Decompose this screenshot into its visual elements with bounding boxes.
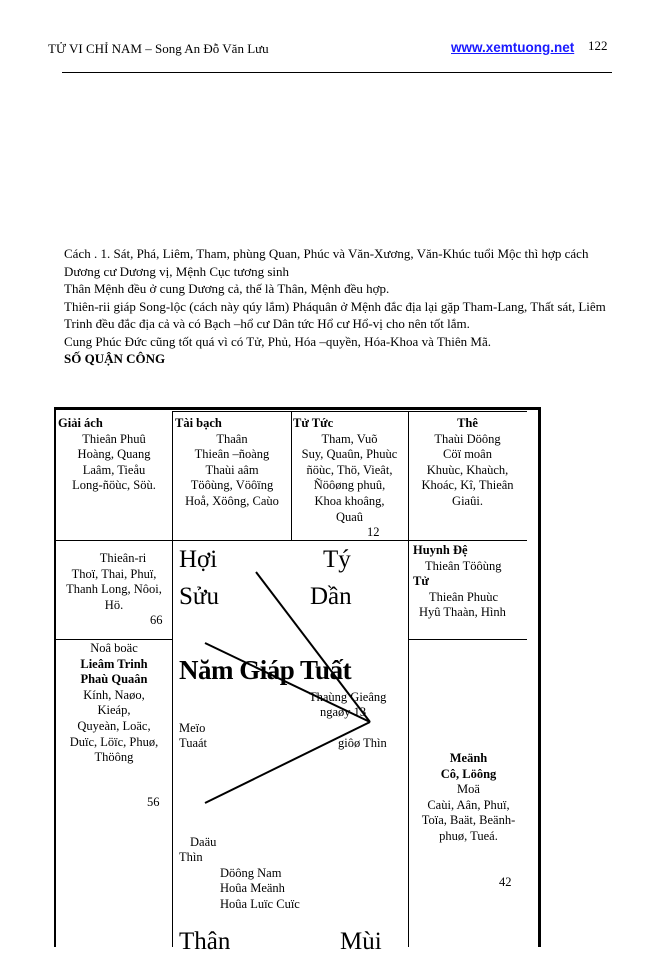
branch-meo: Meïo — [179, 721, 206, 735]
body-line: Dương cư Dương vị, Mệnh Cục tương sinh — [64, 263, 290, 279]
cell-giai-ach: Giải ách Thieân Phuû Hoàng, Quang Laâm, Tieåu Long-ñöùc, Söù. — [58, 416, 170, 494]
cell-tai-bach: Tài bạch Thaân Thieân –ñoàng Thaùi aâm Töôùng, Vöôïng Hoå, Xöông, Caùo — [175, 416, 289, 510]
cell-title: Thê — [457, 416, 478, 430]
cell-subtitle: Tử — [413, 574, 429, 589]
body-line: Cách . 1. Sát, Phá, Liêm, Tham, phùng Quan, Phúc và Văn-Xương, Văn-Khúc tuổi Mộc thì hợp cách — [64, 246, 589, 261]
arrow-line — [205, 643, 370, 722]
cuc: Hoûa Luïc Cuïc — [220, 897, 300, 911]
cell-the: Thê Thaùi Döông Cöï moân Khuùc, Khaùch, Khoác, Kî, Thieân Giaûi. — [410, 416, 525, 510]
cell-title: Tài bạch — [175, 416, 222, 430]
branch-than: Thân — [179, 928, 231, 955]
cell-no-boc: Noâ boäc Lieâm Trinh Phaù Quaân Kính, Naøo, Kieáp, Quyeàn, Loäc, Duïc, Löïc, Phuø, Thöông — [69, 641, 159, 765]
cell-title: Tử Tức — [293, 416, 334, 430]
branch-mui: Mùi — [340, 928, 382, 955]
branch-suu: Sửu — [179, 583, 219, 610]
branch-ty: Tý — [323, 546, 351, 573]
cell-number: 56 — [147, 795, 160, 809]
cell-number: 12 — [367, 525, 380, 539]
header-title: TỬ VI CHỈ NAM – Song An Đỗ Văn Lưu — [48, 41, 269, 56]
chart-center-title: Năm Giáp Tuất — [179, 655, 352, 685]
birth-hour: giôø Thìn — [338, 736, 387, 750]
section-heading: SỐ QUẬN CÔNG — [64, 351, 166, 366]
cell-huynh-de: Huynh Đệ Thieân Töôùng Tử Thieân Phuùc Hyû Thaàn, Hình — [413, 543, 527, 621]
birth-month: Thaùng Gieâng — [309, 690, 387, 704]
body-line: Cung Phúc Đức cũng tốt quá vì có Tử, Phủ, Hóa –quyền, Hóa-Khoa và Thiên Mã. — [64, 333, 492, 349]
arrow-line — [205, 722, 370, 803]
site-link[interactable]: www.xemtuong.net — [451, 40, 575, 55]
branch-tuat: Tuaát — [179, 736, 208, 750]
cell-left-middle: Thieân-ri Thoï, Thai, Phuï, Thanh Long, Nôoi, Hö. — [66, 551, 162, 612]
cell-menh: Meänh Cô, Löông Moä Caùi, Aân, Phuï, Toïa, Baät, Beänh- phuø, Tueá. — [421, 751, 516, 843]
body-line: Thân Mệnh đều ở cung Dương cả, thế là Thân, Mệnh đều hợp. — [64, 281, 390, 296]
birth-day: ngaøy 13 — [320, 705, 367, 719]
branch-dau: Daäu — [190, 835, 217, 849]
page-number: 122 — [588, 38, 608, 53]
branch-thin: Thìn — [179, 850, 203, 864]
gender: Döông Nam — [220, 866, 282, 880]
branch-hoi: Hợi — [179, 546, 218, 573]
menh-element: Hoûa Meänh — [220, 881, 285, 895]
cell-number: 66 — [150, 613, 163, 627]
cell-number: 42 — [499, 875, 512, 889]
cell-tu-tuc: Tử Tức Tham, Vuõ Suy, Quaûn, Phuùc ñöùc, Thö, Vieât, Ñöôøng phuû, Khoa khoâng, Quaû — [293, 416, 406, 525]
branch-dan: Dần — [310, 583, 352, 610]
cell-title: Huynh Đệ — [413, 543, 468, 557]
body-line: Thiên-rii giáp Song-lộc (cách này qúy lắm) Pháquân ở Mệnh đắc địa lại gặp Tham-Lang, Thất sát, Liêm Trinh đều đắc địa cả và có Bạch –hổ cư Dân tức Hổ cư Hổ-vị cho nên tốt lắm. — [64, 298, 606, 331]
arrow-line — [256, 572, 370, 722]
cell-title: Giải ách — [58, 416, 103, 430]
